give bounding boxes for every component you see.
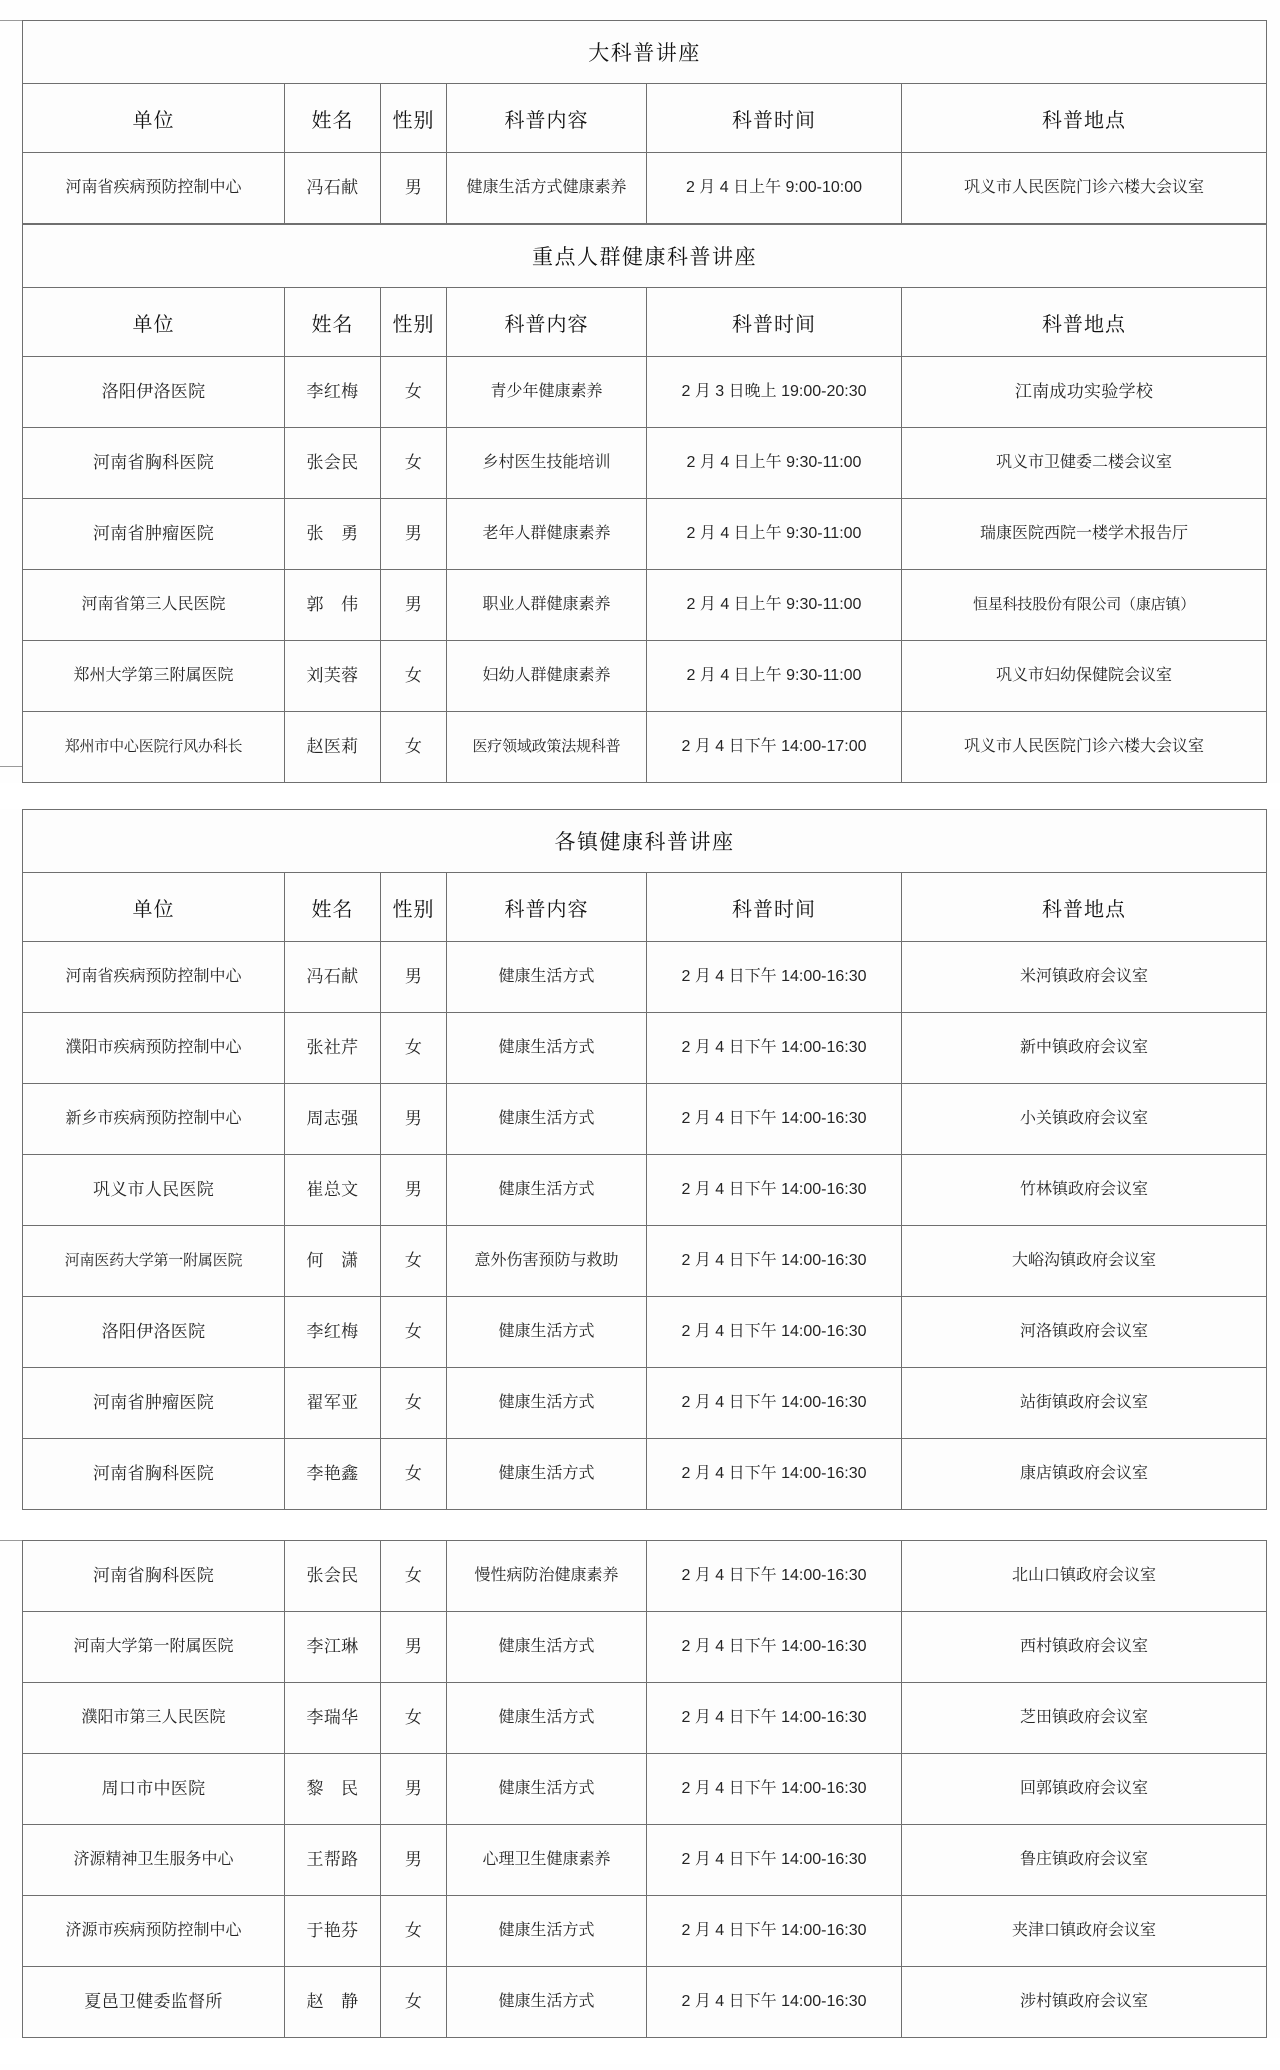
cell-topic: 妇幼人群健康素养 (447, 641, 647, 712)
cell-time: 2 月 4 日下午 14:00-16:30 (647, 1754, 902, 1825)
cell-gender: 女 (381, 1439, 447, 1510)
cell-time: 2 月 4 日下午 14:00-16:30 (647, 1368, 902, 1439)
table-row (23, 1754, 1267, 1825)
table-row (23, 1297, 1267, 1368)
cell-topic: 健康生活方式 (447, 1013, 647, 1084)
cell-unit: 河南省疾病预防控制中心 (23, 942, 285, 1013)
cell-time: 2 月 4 日下午 14:00-16:30 (647, 1825, 902, 1896)
section-4-wrapper (0, 1540, 1280, 2038)
page-edge-tick (0, 20, 22, 21)
cell-place: 瑞康医院西院一楼学术报告厅 (902, 499, 1267, 570)
cell-place: 康店镇政府会议室 (902, 1439, 1267, 1510)
col-header-gender: 性别 (381, 288, 447, 357)
table-row (23, 1967, 1267, 2038)
cell-unit: 新乡市疾病预防控制中心 (23, 1084, 285, 1155)
col-header-place: 科普地点 (902, 873, 1267, 942)
schedule-table-1 (22, 20, 1267, 224)
cell-gender: 男 (381, 1155, 447, 1226)
cell-time: 2 月 4 日上午 9:00-10:00 (647, 153, 902, 224)
section-title-row (23, 810, 1267, 873)
cell-place: 北山口镇政府会议室 (902, 1541, 1267, 1612)
cell-place: 回郭镇政府会议室 (902, 1754, 1267, 1825)
cell-unit: 周口市中医院 (23, 1754, 285, 1825)
col-header-topic: 科普内容 (447, 84, 647, 153)
col-header-name: 姓名 (285, 873, 381, 942)
cell-name: 王帮路 (285, 1825, 381, 1896)
cell-unit: 郑州市中心医院行风办科长 (23, 712, 285, 783)
cell-gender: 男 (381, 499, 447, 570)
cell-unit: 河南省胸科医院 (23, 428, 285, 499)
cell-place: 西村镇政府会议室 (902, 1612, 1267, 1683)
section-title: 大科普讲座 (23, 21, 1267, 84)
table-row (23, 1683, 1267, 1754)
cell-time: 2 月 4 日下午 14:00-16:30 (647, 1896, 902, 1967)
cell-time: 2 月 4 日下午 14:00-16:30 (647, 942, 902, 1013)
col-header-topic: 科普内容 (447, 288, 647, 357)
cell-name: 于艳芬 (285, 1896, 381, 1967)
cell-name: 冯石献 (285, 153, 381, 224)
cell-gender: 女 (381, 1013, 447, 1084)
cell-time: 2 月 4 日下午 14:00-16:30 (647, 1155, 902, 1226)
cell-name: 张 勇 (285, 499, 381, 570)
col-header-name: 姓名 (285, 84, 381, 153)
cell-unit: 夏邑卫健委监督所 (23, 1967, 285, 2038)
cell-gender: 男 (381, 1084, 447, 1155)
cell-topic: 健康生活方式 (447, 1368, 647, 1439)
table-row (23, 1368, 1267, 1439)
cell-time: 2 月 4 日下午 14:00-16:30 (647, 1612, 902, 1683)
table-row (23, 712, 1267, 783)
section-title-row (23, 21, 1267, 84)
cell-place: 夹津口镇政府会议室 (902, 1896, 1267, 1967)
page-edge-tick-3 (0, 1540, 22, 1541)
section-title-row (23, 225, 1267, 288)
cell-time: 2 月 4 日下午 14:00-16:30 (647, 1541, 902, 1612)
cell-topic: 乡村医生技能培训 (447, 428, 647, 499)
cell-gender: 女 (381, 1226, 447, 1297)
cell-unit: 濮阳市第三人民医院 (23, 1683, 285, 1754)
cell-topic: 健康生活方式 (447, 1155, 647, 1226)
cell-place: 大峪沟镇政府会议室 (902, 1226, 1267, 1297)
section-title: 重点人群健康科普讲座 (23, 225, 1267, 288)
cell-topic: 青少年健康素养 (447, 357, 647, 428)
cell-unit: 河南省肿瘤医院 (23, 499, 285, 570)
table-row (23, 1013, 1267, 1084)
cell-topic: 老年人群健康素养 (447, 499, 647, 570)
cell-gender: 女 (381, 1541, 447, 1612)
section-1-wrapper (0, 20, 1280, 224)
page-edge-tick-2 (0, 766, 22, 767)
cell-unit: 河南省第三人民医院 (23, 570, 285, 641)
cell-name: 李红梅 (285, 357, 381, 428)
cell-topic: 健康生活方式 (447, 1683, 647, 1754)
cell-name: 李瑞华 (285, 1683, 381, 1754)
cell-time: 2 月 4 日下午 14:00-16:30 (647, 1226, 902, 1297)
cell-gender: 男 (381, 153, 447, 224)
cell-unit: 河南省疾病预防控制中心 (23, 153, 285, 224)
cell-name: 刘芙蓉 (285, 641, 381, 712)
cell-place: 新中镇政府会议室 (902, 1013, 1267, 1084)
cell-name: 何 潇 (285, 1226, 381, 1297)
cell-time: 2 月 4 日上午 9:30-11:00 (647, 570, 902, 641)
cell-topic: 健康生活方式 (447, 1967, 647, 2038)
cell-time: 2 月 4 日下午 14:00-16:30 (647, 1084, 902, 1155)
cell-place: 恒星科技股份有限公司（康店镇） (902, 570, 1267, 641)
cell-name: 崔总文 (285, 1155, 381, 1226)
cell-time: 2 月 4 日下午 14:00-16:30 (647, 1013, 902, 1084)
cell-time: 2 月 4 日下午 14:00-17:00 (647, 712, 902, 783)
cell-gender: 女 (381, 1297, 447, 1368)
cell-gender: 男 (381, 1754, 447, 1825)
cell-place: 鲁庄镇政府会议室 (902, 1825, 1267, 1896)
cell-topic: 健康生活方式 (447, 1896, 647, 1967)
cell-name: 张社芹 (285, 1013, 381, 1084)
cell-gender: 男 (381, 570, 447, 641)
cell-name: 李江琳 (285, 1612, 381, 1683)
cell-time: 2 月 4 日上午 9:30-11:00 (647, 641, 902, 712)
cell-place: 巩义市人民医院门诊六楼大会议室 (902, 712, 1267, 783)
cell-place: 巩义市妇幼保健院会议室 (902, 641, 1267, 712)
cell-topic: 健康生活方式 (447, 1084, 647, 1155)
cell-name: 张会民 (285, 1541, 381, 1612)
cell-topic: 健康生活方式 (447, 1754, 647, 1825)
cell-gender: 女 (381, 357, 447, 428)
col-header-gender: 性别 (381, 873, 447, 942)
cell-time: 2 月 4 日上午 9:30-11:00 (647, 499, 902, 570)
cell-topic: 健康生活方式健康素养 (447, 153, 647, 224)
col-header-time: 科普时间 (647, 873, 902, 942)
table-row (23, 1825, 1267, 1896)
cell-name: 赵医莉 (285, 712, 381, 783)
table-row (23, 641, 1267, 712)
cell-unit: 河南省肿瘤医院 (23, 1368, 285, 1439)
cell-gender: 男 (381, 942, 447, 1013)
cell-time: 2 月 4 日下午 14:00-16:30 (647, 1439, 902, 1510)
cell-time: 2 月 4 日上午 9:30-11:00 (647, 428, 902, 499)
table-row (23, 428, 1267, 499)
table-row (23, 499, 1267, 570)
table-row (23, 942, 1267, 1013)
cell-place: 小关镇政府会议室 (902, 1084, 1267, 1155)
table-row (23, 153, 1267, 224)
cell-gender: 女 (381, 428, 447, 499)
schedule-table-3 (22, 809, 1267, 1510)
col-header-place: 科普地点 (902, 84, 1267, 153)
col-header-topic: 科普内容 (447, 873, 647, 942)
cell-name: 郭 伟 (285, 570, 381, 641)
cell-gender: 女 (381, 712, 447, 783)
cell-place: 芝田镇政府会议室 (902, 1683, 1267, 1754)
section-2-wrapper (0, 224, 1280, 783)
cell-unit: 济源精神卫生服务中心 (23, 1825, 285, 1896)
cell-name: 李艳鑫 (285, 1439, 381, 1510)
cell-name: 冯石献 (285, 942, 381, 1013)
table-row (23, 1541, 1267, 1612)
table-row (23, 570, 1267, 641)
cell-name: 李红梅 (285, 1297, 381, 1368)
col-header-unit: 单位 (23, 288, 285, 357)
col-header-name: 姓名 (285, 288, 381, 357)
schedule-table-2 (22, 224, 1267, 783)
cell-unit: 河南省胸科医院 (23, 1541, 285, 1612)
table-row (23, 1896, 1267, 1967)
cell-time: 2 月 4 日下午 14:00-16:30 (647, 1683, 902, 1754)
col-header-unit: 单位 (23, 84, 285, 153)
cell-name: 周志强 (285, 1084, 381, 1155)
table-row (23, 357, 1267, 428)
cell-topic: 职业人群健康素养 (447, 570, 647, 641)
cell-place: 巩义市卫健委二楼会议室 (902, 428, 1267, 499)
section-3-wrapper (0, 809, 1280, 1510)
section-gap-2 (0, 1510, 1280, 1540)
table-row (23, 1226, 1267, 1297)
table-row (23, 1612, 1267, 1683)
table-header-row (23, 288, 1267, 357)
cell-gender: 男 (381, 1825, 447, 1896)
cell-place: 米河镇政府会议室 (902, 942, 1267, 1013)
cell-unit: 河南医药大学第一附属医院 (23, 1226, 285, 1297)
section-gap-1 (0, 783, 1280, 809)
cell-topic: 心理卫生健康素养 (447, 1825, 647, 1896)
cell-place: 竹林镇政府会议室 (902, 1155, 1267, 1226)
cell-time: 2 月 4 日下午 14:00-16:30 (647, 1297, 902, 1368)
section-title: 各镇健康科普讲座 (23, 810, 1267, 873)
cell-name: 张会民 (285, 428, 381, 499)
cell-gender: 女 (381, 641, 447, 712)
cell-gender: 女 (381, 1368, 447, 1439)
cell-topic: 健康生活方式 (447, 1439, 647, 1510)
table-header-row (23, 84, 1267, 153)
cell-topic: 健康生活方式 (447, 1297, 647, 1368)
schedule-table-4 (22, 1540, 1267, 2038)
cell-unit: 濮阳市疾病预防控制中心 (23, 1013, 285, 1084)
cell-unit: 洛阳伊洛医院 (23, 357, 285, 428)
cell-name: 赵 静 (285, 1967, 381, 2038)
cell-topic: 医疗领域政策法规科普 (447, 712, 647, 783)
cell-gender: 女 (381, 1683, 447, 1754)
col-header-time: 科普时间 (647, 84, 902, 153)
cell-place: 河洛镇政府会议室 (902, 1297, 1267, 1368)
cell-topic: 健康生活方式 (447, 1612, 647, 1683)
col-header-time: 科普时间 (647, 288, 902, 357)
cell-unit: 巩义市人民医院 (23, 1155, 285, 1226)
cell-unit: 河南大学第一附属医院 (23, 1612, 285, 1683)
cell-time: 2 月 3 日晚上 19:00-20:30 (647, 357, 902, 428)
cell-name: 翟军亚 (285, 1368, 381, 1439)
col-header-place: 科普地点 (902, 288, 1267, 357)
table-row (23, 1084, 1267, 1155)
cell-gender: 女 (381, 1967, 447, 2038)
cell-time: 2 月 4 日下午 14:00-16:30 (647, 1967, 902, 2038)
cell-topic: 慢性病防治健康素养 (447, 1541, 647, 1612)
cell-place: 站街镇政府会议室 (902, 1368, 1267, 1439)
cell-unit: 济源市疾病预防控制中心 (23, 1896, 285, 1967)
cell-place: 江南成功实验学校 (902, 357, 1267, 428)
cell-name: 黎 民 (285, 1754, 381, 1825)
cell-topic: 意外伤害预防与救助 (447, 1226, 647, 1297)
table-header-row (23, 873, 1267, 942)
cell-topic: 健康生活方式 (447, 942, 647, 1013)
bottom-spacer (0, 2038, 1280, 2064)
cell-unit: 郑州大学第三附属医院 (23, 641, 285, 712)
cell-unit: 河南省胸科医院 (23, 1439, 285, 1510)
cell-place: 涉村镇政府会议室 (902, 1967, 1267, 2038)
cell-place: 巩义市人民医院门诊六楼大会议室 (902, 153, 1267, 224)
cell-gender: 男 (381, 1612, 447, 1683)
cell-unit: 洛阳伊洛医院 (23, 1297, 285, 1368)
col-header-unit: 单位 (23, 873, 285, 942)
table-row (23, 1439, 1267, 1510)
top-spacer (0, 0, 1280, 20)
cell-gender: 女 (381, 1896, 447, 1967)
col-header-gender: 性别 (381, 84, 447, 153)
table-row (23, 1155, 1267, 1226)
